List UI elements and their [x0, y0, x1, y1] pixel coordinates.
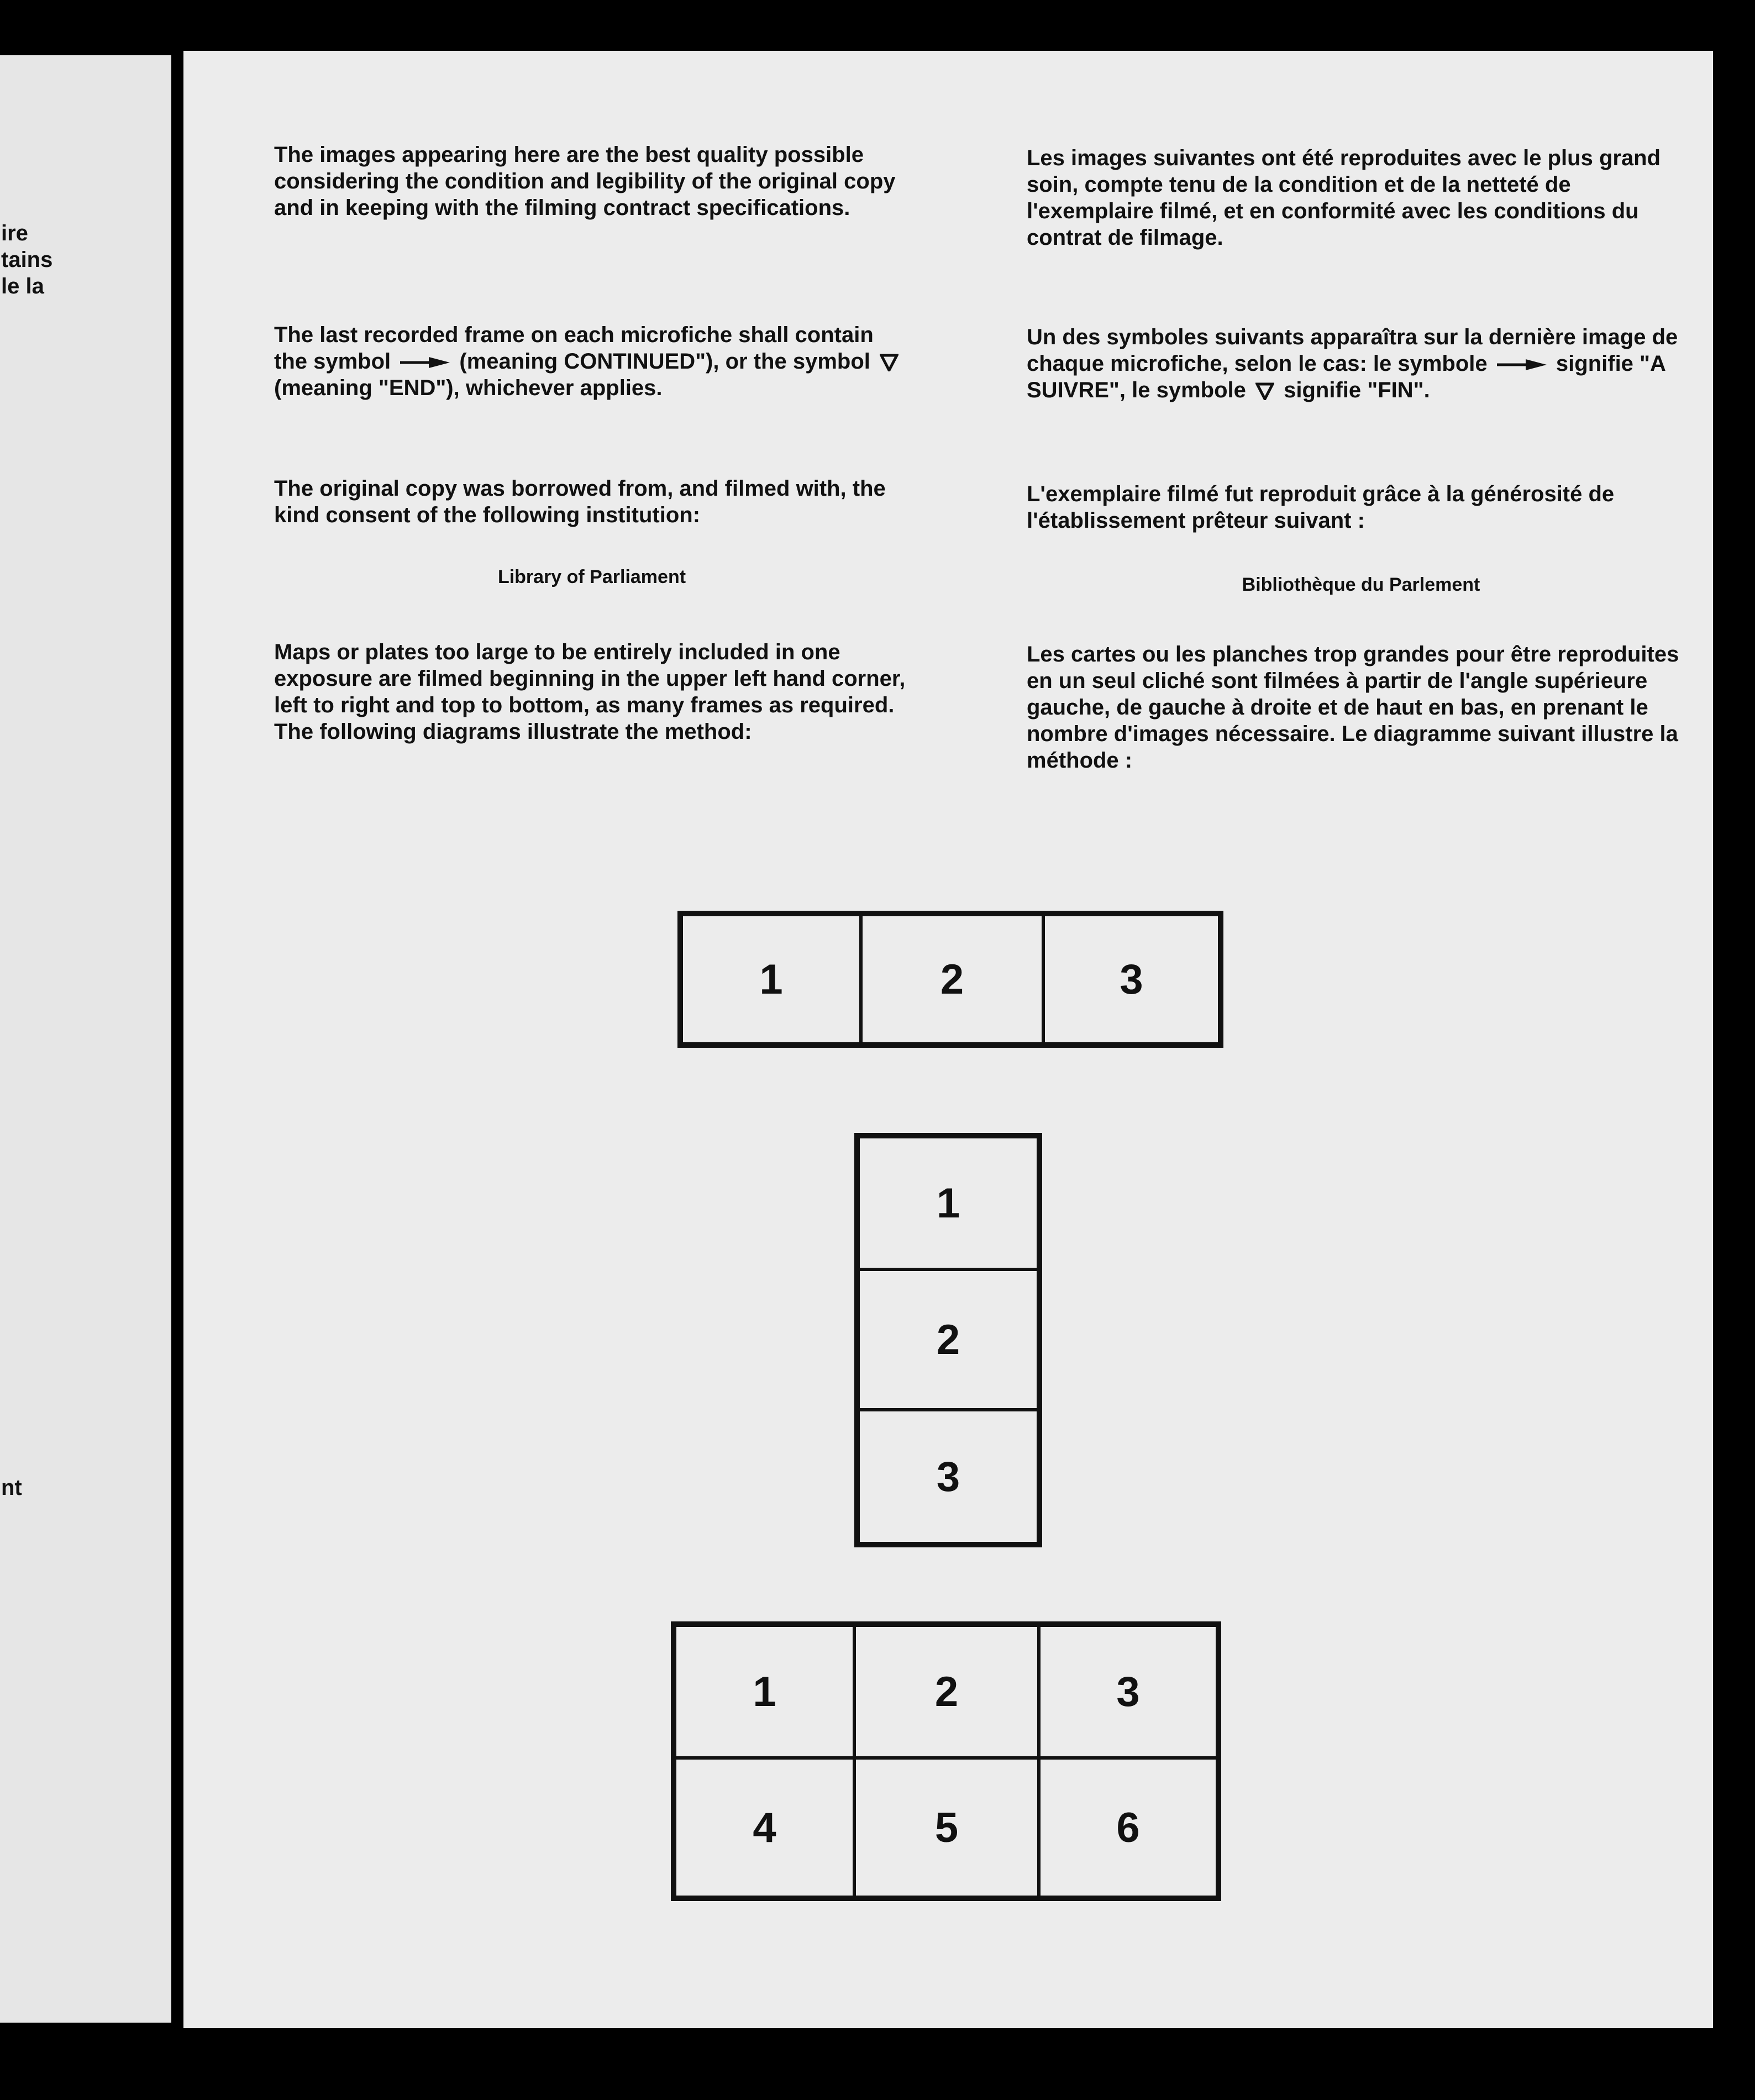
left-fragment-text: tains: [1, 248, 53, 272]
frame-cell: 1: [681, 915, 861, 1044]
frame-cell: 6: [1039, 1758, 1217, 1897]
frame-cell: 3: [1043, 915, 1220, 1044]
frame-cell: 3: [1039, 1625, 1217, 1758]
previous-page-edge: [0, 55, 171, 2023]
frame-cell: 5: [854, 1758, 1039, 1897]
frame-cell: 2: [854, 1625, 1039, 1758]
document-page: [183, 51, 1713, 2028]
french-symbols-text-a: Un des symboles suivants apparaîtra sur la dernière image de chaque microfiche, selon le cas: le symbole: [1027, 325, 1678, 376]
left-fragment-text: nt: [1, 1476, 22, 1500]
frame-cell: 1: [675, 1625, 854, 1758]
english-symbols-text-b: (meaning CONTINUED"), or the symbol: [459, 349, 870, 374]
english-symbols-text-a: The last recorded frame on each microfiche shall contain the symbol: [274, 323, 874, 374]
english-symbols-text-c: (meaning "END"), whichever applies.: [274, 376, 663, 400]
english-paragraph-maps: Maps or plates too large to be entirely included in one exposure are filmed beginning in the upper left hand corner, left to right and top to bottom, as many frames as required. The following diagrams illustrate the method:: [274, 640, 906, 744]
frame-cell: 3: [858, 1410, 1038, 1544]
english-paragraph-source: The original copy was borrowed from, and filmed with, the kind consent of the following institution:: [274, 476, 886, 527]
french-institution-name: Bibliothèque du Parlement: [1242, 574, 1480, 595]
english-institution-name: Library of Parliament: [497, 566, 686, 587]
diagram-vertical-strip: [854, 1133, 1042, 1547]
end-triangle-icon: [1255, 382, 1274, 400]
french-symbols-text-b: signifie "A SUIVRE", le symbole: [1027, 351, 1665, 402]
frame-cell: 1: [858, 1137, 1038, 1269]
continued-arrow-icon: [400, 356, 450, 369]
french-paragraph-quality: Les images suivantes ont été reproduites avec le plus grand soin, compte tenu de la condition et de la netteté de l'exemplaire filmé, et en conformité avec les conditions du contrat de filmage.: [1027, 146, 1661, 250]
diagram-horizontal-strip: [677, 911, 1223, 1048]
english-paragraph-symbols: [274, 322, 910, 401]
left-fragment-text: ire: [1, 221, 28, 245]
french-symbols-text-c: signifie "FIN".: [1284, 378, 1430, 402]
frame-cell: 2: [858, 1269, 1038, 1410]
frame-cell: 2: [861, 915, 1043, 1044]
end-triangle-icon: [880, 354, 898, 371]
continued-arrow-icon: [1497, 359, 1547, 371]
left-fragment-text: le la: [1, 274, 44, 298]
french-paragraph-maps: Les cartes ou les planches trop grandes pour être reproduites en un seul cliché sont filmées à partir de l'angle supérieure gauche, de gauche à droite et de haut en bas, en prenant le nombre d'images nécessaire. Le diagramme suivant illustre la méthode :: [1027, 642, 1679, 773]
diagram-grid-2x3: [671, 1621, 1221, 1901]
english-paragraph-quality: The images appearing here are the best quality possible considering the condition and legibility of the original copy and in keeping with the filming contract specifications.: [274, 143, 896, 220]
french-paragraph-source: L'exemplaire filmé fut reproduit grâce à la générosité de l'établissement prêteur suivant :: [1027, 482, 1615, 533]
french-paragraph-symbols: [1027, 324, 1695, 403]
frame-cell: 4: [675, 1758, 854, 1897]
